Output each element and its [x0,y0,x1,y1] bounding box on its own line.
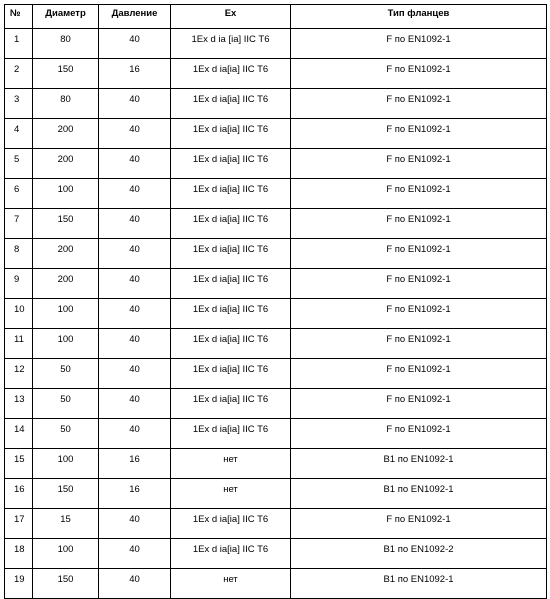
cell-num: 9 [5,269,33,299]
cell-pressure: 40 [99,569,171,599]
cell-flange-type: F по EN1092-1 [291,29,547,59]
cell-flange-type: F по EN1092-1 [291,269,547,299]
cell-num: 19 [5,569,33,599]
cell-num: 3 [5,89,33,119]
header-pressure: Давление [99,5,171,29]
cell-pressure: 40 [99,539,171,569]
table-row [5,179,547,209]
cell-pressure: 40 [99,509,171,539]
cell-pressure: 40 [99,149,171,179]
cell-flange-type: F по EN1092-1 [291,239,547,269]
table-row [5,119,547,149]
cell-flange-type: F по EN1092-1 [291,59,547,89]
cell-diameter: 100 [33,299,99,329]
table-row [5,299,547,329]
cell-diameter: 150 [33,569,99,599]
cell-ex: нет [171,569,291,599]
cell-pressure: 40 [99,209,171,239]
cell-diameter: 150 [33,59,99,89]
cell-diameter: 50 [33,419,99,449]
table-row [5,419,547,449]
cell-flange-type: F по EN1092-1 [291,359,547,389]
cell-diameter: 200 [33,119,99,149]
table-row [5,509,547,539]
table-row [5,239,547,269]
cell-diameter: 100 [33,179,99,209]
cell-diameter: 100 [33,449,99,479]
table-row [5,29,547,59]
cell-ex: 1Ex d ia[ia] IIC T6 [171,119,291,149]
cell-diameter: 100 [33,329,99,359]
cell-diameter: 80 [33,29,99,59]
cell-diameter: 200 [33,239,99,269]
cell-ex: 1Ex d ia[ia] IIC T6 [171,269,291,299]
cell-ex: 1Ex d ia[ia] IIC T6 [171,149,291,179]
cell-num: 17 [5,509,33,539]
table-row [5,209,547,239]
cell-num: 1 [5,29,33,59]
cell-ex: 1Ex d ia[ia] IIC T6 [171,539,291,569]
cell-ex: 1Ex d ia[ia] IIC T6 [171,509,291,539]
table-header-row [5,5,547,29]
table-body [5,29,547,599]
cell-pressure: 40 [99,239,171,269]
cell-num: 16 [5,479,33,509]
cell-num: 8 [5,239,33,269]
cell-diameter: 150 [33,479,99,509]
cell-num: 11 [5,329,33,359]
cell-flange-type: B1 по EN1092-2 [291,539,547,569]
cell-num: 7 [5,209,33,239]
cell-num: 4 [5,119,33,149]
cell-pressure: 40 [99,389,171,419]
cell-ex: 1Ex d ia [ia] IIC T6 [171,29,291,59]
cell-pressure: 16 [99,449,171,479]
cell-diameter: 200 [33,149,99,179]
cell-ex: 1Ex d ia[ia] IIC T6 [171,239,291,269]
cell-num: 6 [5,179,33,209]
cell-diameter: 80 [33,89,99,119]
table-row [5,569,547,599]
cell-pressure: 40 [99,119,171,149]
cell-ex: 1Ex d ia[ia] IIC T6 [171,419,291,449]
cell-flange-type: F по EN1092-1 [291,329,547,359]
cell-flange-type: F по EN1092-1 [291,509,547,539]
cell-num: 2 [5,59,33,89]
cell-flange-type: F по EN1092-1 [291,89,547,119]
cell-flange-type: F по EN1092-1 [291,389,547,419]
cell-flange-type: F по EN1092-1 [291,209,547,239]
cell-diameter: 50 [33,359,99,389]
cell-num: 13 [5,389,33,419]
cell-ex: 1Ex d ia[ia] IIC T6 [171,209,291,239]
table-row [5,149,547,179]
cell-pressure: 40 [99,179,171,209]
cell-pressure: 40 [99,269,171,299]
header-diameter: Диаметр [33,5,99,29]
cell-flange-type: B1 по EN1092-1 [291,449,547,479]
cell-flange-type: F по EN1092-1 [291,419,547,449]
table-row [5,269,547,299]
cell-flange-type: F по EN1092-1 [291,179,547,209]
cell-ex: 1Ex d ia[ia] IIC T6 [171,89,291,119]
table-row [5,89,547,119]
cell-pressure: 40 [99,419,171,449]
cell-ex: 1Ex d ia[ia] IIC T6 [171,389,291,419]
cell-pressure: 16 [99,59,171,89]
cell-num: 5 [5,149,33,179]
cell-pressure: 40 [99,299,171,329]
header-flange-type: Тип фланцев [291,5,547,29]
cell-ex: 1Ex d ia[ia] IIC T6 [171,299,291,329]
cell-ex: нет [171,479,291,509]
table-row [5,389,547,419]
table-row [5,479,547,509]
cell-pressure: 40 [99,329,171,359]
table-row [5,59,547,89]
cell-pressure: 16 [99,479,171,509]
cell-flange-type: F по EN1092-1 [291,149,547,179]
cell-pressure: 40 [99,29,171,59]
cell-num: 14 [5,419,33,449]
cell-pressure: 40 [99,359,171,389]
cell-ex: 1Ex d ia[ia] IIC T6 [171,59,291,89]
cell-flange-type: F по EN1092-1 [291,119,547,149]
cell-ex: 1Ex d ia[ia] IIC T6 [171,179,291,209]
cell-num: 10 [5,299,33,329]
header-ex: Ex [171,5,291,29]
cell-flange-type: B1 по EN1092-1 [291,569,547,599]
flange-spec-table [4,4,547,599]
header-num: № [5,5,33,29]
cell-diameter: 15 [33,509,99,539]
cell-ex: 1Ex d ia[ia] IIC T6 [171,359,291,389]
cell-diameter: 150 [33,209,99,239]
cell-diameter: 100 [33,539,99,569]
table-row [5,449,547,479]
cell-diameter: 50 [33,389,99,419]
cell-num: 18 [5,539,33,569]
table-row [5,359,547,389]
cell-flange-type: B1 по EN1092-1 [291,479,547,509]
cell-flange-type: F по EN1092-1 [291,299,547,329]
cell-num: 15 [5,449,33,479]
cell-ex: 1Ex d ia[ia] IIC T6 [171,329,291,359]
table-row [5,329,547,359]
cell-pressure: 40 [99,89,171,119]
cell-diameter: 200 [33,269,99,299]
table-row [5,539,547,569]
cell-ex: нет [171,449,291,479]
cell-num: 12 [5,359,33,389]
